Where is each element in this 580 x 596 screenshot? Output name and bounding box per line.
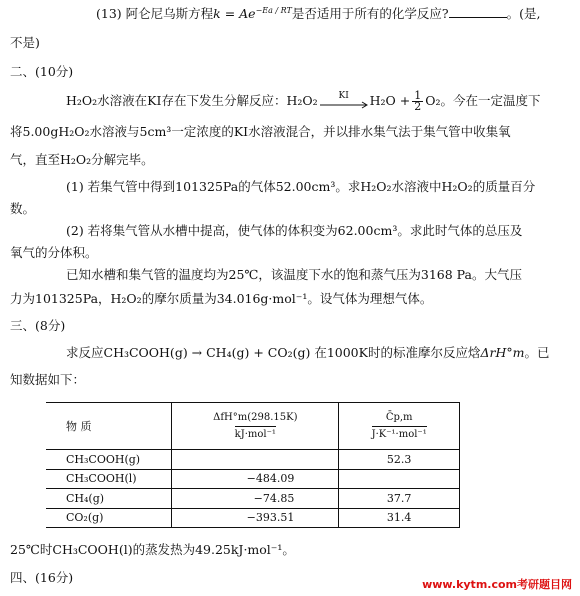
thermo-data-table [46, 402, 460, 528]
table-row [46, 508, 460, 528]
header-enthalpy-symbol: ΔfH°m(298.15K) [213, 412, 298, 423]
q13-text-b: 是否适用于所有的化学反应? [291, 6, 449, 21]
cell-substance: CO₂(g) [46, 508, 172, 528]
cell-substance: CH₃COOH(g) [46, 450, 172, 470]
reaction-text-b: H₂O + [369, 93, 411, 108]
evaporation-heat-note: 25℃时CH₃COOH(l)的蒸发热为49.25kJ·mol⁻¹。 [10, 542, 295, 557]
half-fraction [412, 91, 423, 112]
section-2-heading: 二、(10分) [10, 64, 74, 79]
sec2-para-2: 将5.00gH₂O₂水溶液与5cm³一定浓度的KI水溶液混合，并以排水集气法于集气管中收集氧 [10, 124, 511, 139]
cell-enthalpy: −393.51 [172, 508, 339, 528]
cell-cp: 52.3 [339, 450, 460, 470]
cell-substance: CH₄(g) [46, 489, 172, 509]
q13-line [96, 4, 540, 22]
question-1-line-a: (1) 若集气管中得到101325Pa的气体52.00cm³。求H₂O₂水溶液中H₂O₂的质量百分 [66, 179, 536, 194]
reaction-text-c: O₂。今在一定温度下 [425, 93, 541, 108]
given-data-line-b: 力为101325Pa，H₂O₂的摩尔质量为34.016g·mol⁻¹。设气体为理想气体。 [10, 291, 433, 306]
q13-text-d: 不是) [10, 35, 40, 50]
cell-cp [339, 469, 460, 489]
table-row [46, 489, 460, 509]
section-4-heading: 四、(16分) [10, 570, 74, 585]
cell-substance: CH₃COOH(l) [46, 469, 172, 489]
sec3-para-2: 知数据如下： [10, 372, 86, 387]
header-enthalpy [172, 403, 339, 450]
sec3-text-c: 。已 [524, 345, 550, 360]
cell-enthalpy [172, 450, 339, 470]
sec3-text-a: 求反应CH₃COOH(g) → CH₄(g) + CO₂(g) 在1000K时的标准摩尔反应焓 [66, 345, 481, 360]
fraction-numerator: 1 [414, 89, 422, 102]
question-2-line-a: (2) 若将集气管从水槽中提高，使气体的体积变为62.00cm³。求此时气体的总压及 [66, 223, 523, 238]
header-substance: 物 质 [46, 403, 172, 450]
arrhenius-formula: k = Ae [213, 6, 256, 21]
reaction-text-a: H₂O₂水溶液在KI存在下发生分解反应：H₂O₂ [66, 93, 318, 108]
reaction-line [66, 91, 541, 112]
section-3-heading: 三、(8分) [10, 318, 66, 333]
site-watermark: www.kytm.com考研题目网 [422, 578, 572, 591]
question-2-line-b: 氧气的分体积。 [10, 245, 98, 260]
given-data-line-a: 已知水槽和集气管的温度均为25℃，该温度下水的饱和蒸气压为3168 Pa。大气压 [66, 267, 522, 282]
sec2-para-3: 气，直至H₂O₂分解完毕。 [10, 152, 154, 167]
fraction-denominator: 2 [414, 100, 422, 113]
table-row [46, 469, 460, 489]
catalyst-label: KI [338, 90, 349, 101]
answer-blank[interactable] [449, 5, 507, 18]
cell-enthalpy: −74.85 [172, 489, 339, 509]
q13-text-c: 。(是, [506, 6, 541, 21]
header-cp-symbol: C̄p,m [385, 412, 413, 423]
header-enthalpy-unit: kJ·mol⁻¹ [235, 426, 276, 441]
header-heat-capacity [339, 403, 460, 450]
reaction-enthalpy-symbol: ΔrH°m [480, 345, 525, 360]
cell-cp: 31.4 [339, 508, 460, 528]
sec3-para-1 [66, 343, 550, 361]
header-cp-unit: J·K⁻¹·mol⁻¹ [372, 426, 427, 441]
arrow-icon [318, 101, 370, 109]
cell-cp: 37.7 [339, 489, 460, 509]
cell-enthalpy: −484.09 [172, 469, 339, 489]
q13-text-a: (13) 阿仑尼乌斯方程 [96, 6, 214, 21]
arrhenius-exponent: −Ea / RT [255, 5, 292, 15]
table-row [46, 450, 460, 470]
question-1-line-b: 数。 [10, 201, 36, 216]
reaction-arrow [318, 90, 370, 109]
